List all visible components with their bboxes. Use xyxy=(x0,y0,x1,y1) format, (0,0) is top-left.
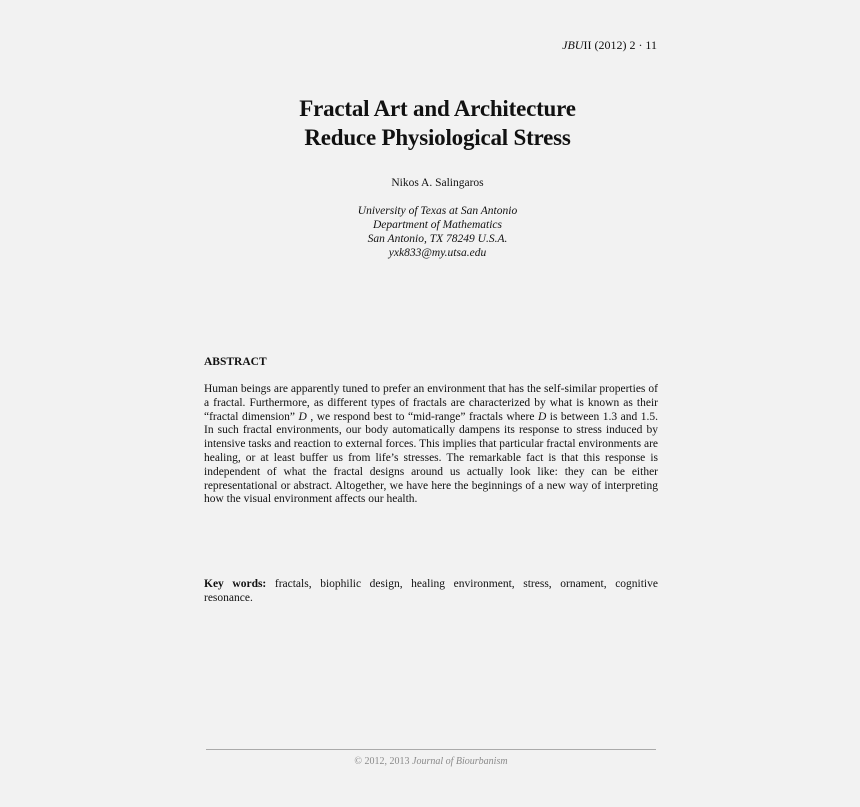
author-email: yxk833@my.utsa.edu xyxy=(388,247,487,259)
journal-header xyxy=(520,38,657,53)
abstract-text xyxy=(204,383,658,507)
keywords-label: Key words: xyxy=(204,578,267,590)
abstract-variable-d: D xyxy=(298,410,307,423)
abstract-part-1: Human beings are apparently tuned to prefer an environment that has the self-similar properties of a fractal. Furthermore, as different types of fractals are characterized by what is known as their “fractal dimension” xyxy=(204,383,658,423)
footer-copyright: © 2012, 2013 xyxy=(354,756,413,767)
footer-journal-name: Journal of Biourbanism xyxy=(412,756,508,767)
keywords xyxy=(204,577,658,605)
paper-title xyxy=(150,94,725,152)
affiliation-address: San Antonio, TX 78249 U.S.A. xyxy=(367,233,508,245)
abstract-part-2: , we respond best to “mid-range” fractals where xyxy=(306,410,538,423)
title-line-2: Reduce Physiological Stress xyxy=(304,125,571,150)
keywords-list: fractals, biophilic design, healing environment, stress, ornament, cognitive resonance. xyxy=(204,578,658,604)
journal-abbrev: JBU xyxy=(562,38,584,52)
title-line-1: Fractal Art and Architecture xyxy=(299,96,576,121)
affiliation-department: Department of Mathematics xyxy=(372,219,503,231)
affiliation-university: University of Texas at San Antonio xyxy=(357,205,518,217)
abstract-part-3: is between 1.3 and 1.5. In such fractal environments, our body automatically dampens its response to stress induced by intensive tasks and reaction to external forces. This implies that particular fractal environments are healing, or at least buffer us from life’s stresses. The remarkable fact is that this response is independent of what the fractal designs around us actually look like: they can be either representational or abstract. Altogether, we have here the beginnings of a new way of interpreting how the visual environment affects our health. xyxy=(204,410,658,506)
affiliation-block xyxy=(200,204,675,260)
abstract-variable-d-2: D xyxy=(537,410,547,423)
footer xyxy=(206,756,656,767)
author-name: Nikos A. Salingaros xyxy=(391,177,484,189)
abstract-heading: ABSTRACT xyxy=(204,356,267,368)
volume-info: II (2012) 2 · 11 xyxy=(583,38,657,52)
footer-rule xyxy=(206,749,656,750)
